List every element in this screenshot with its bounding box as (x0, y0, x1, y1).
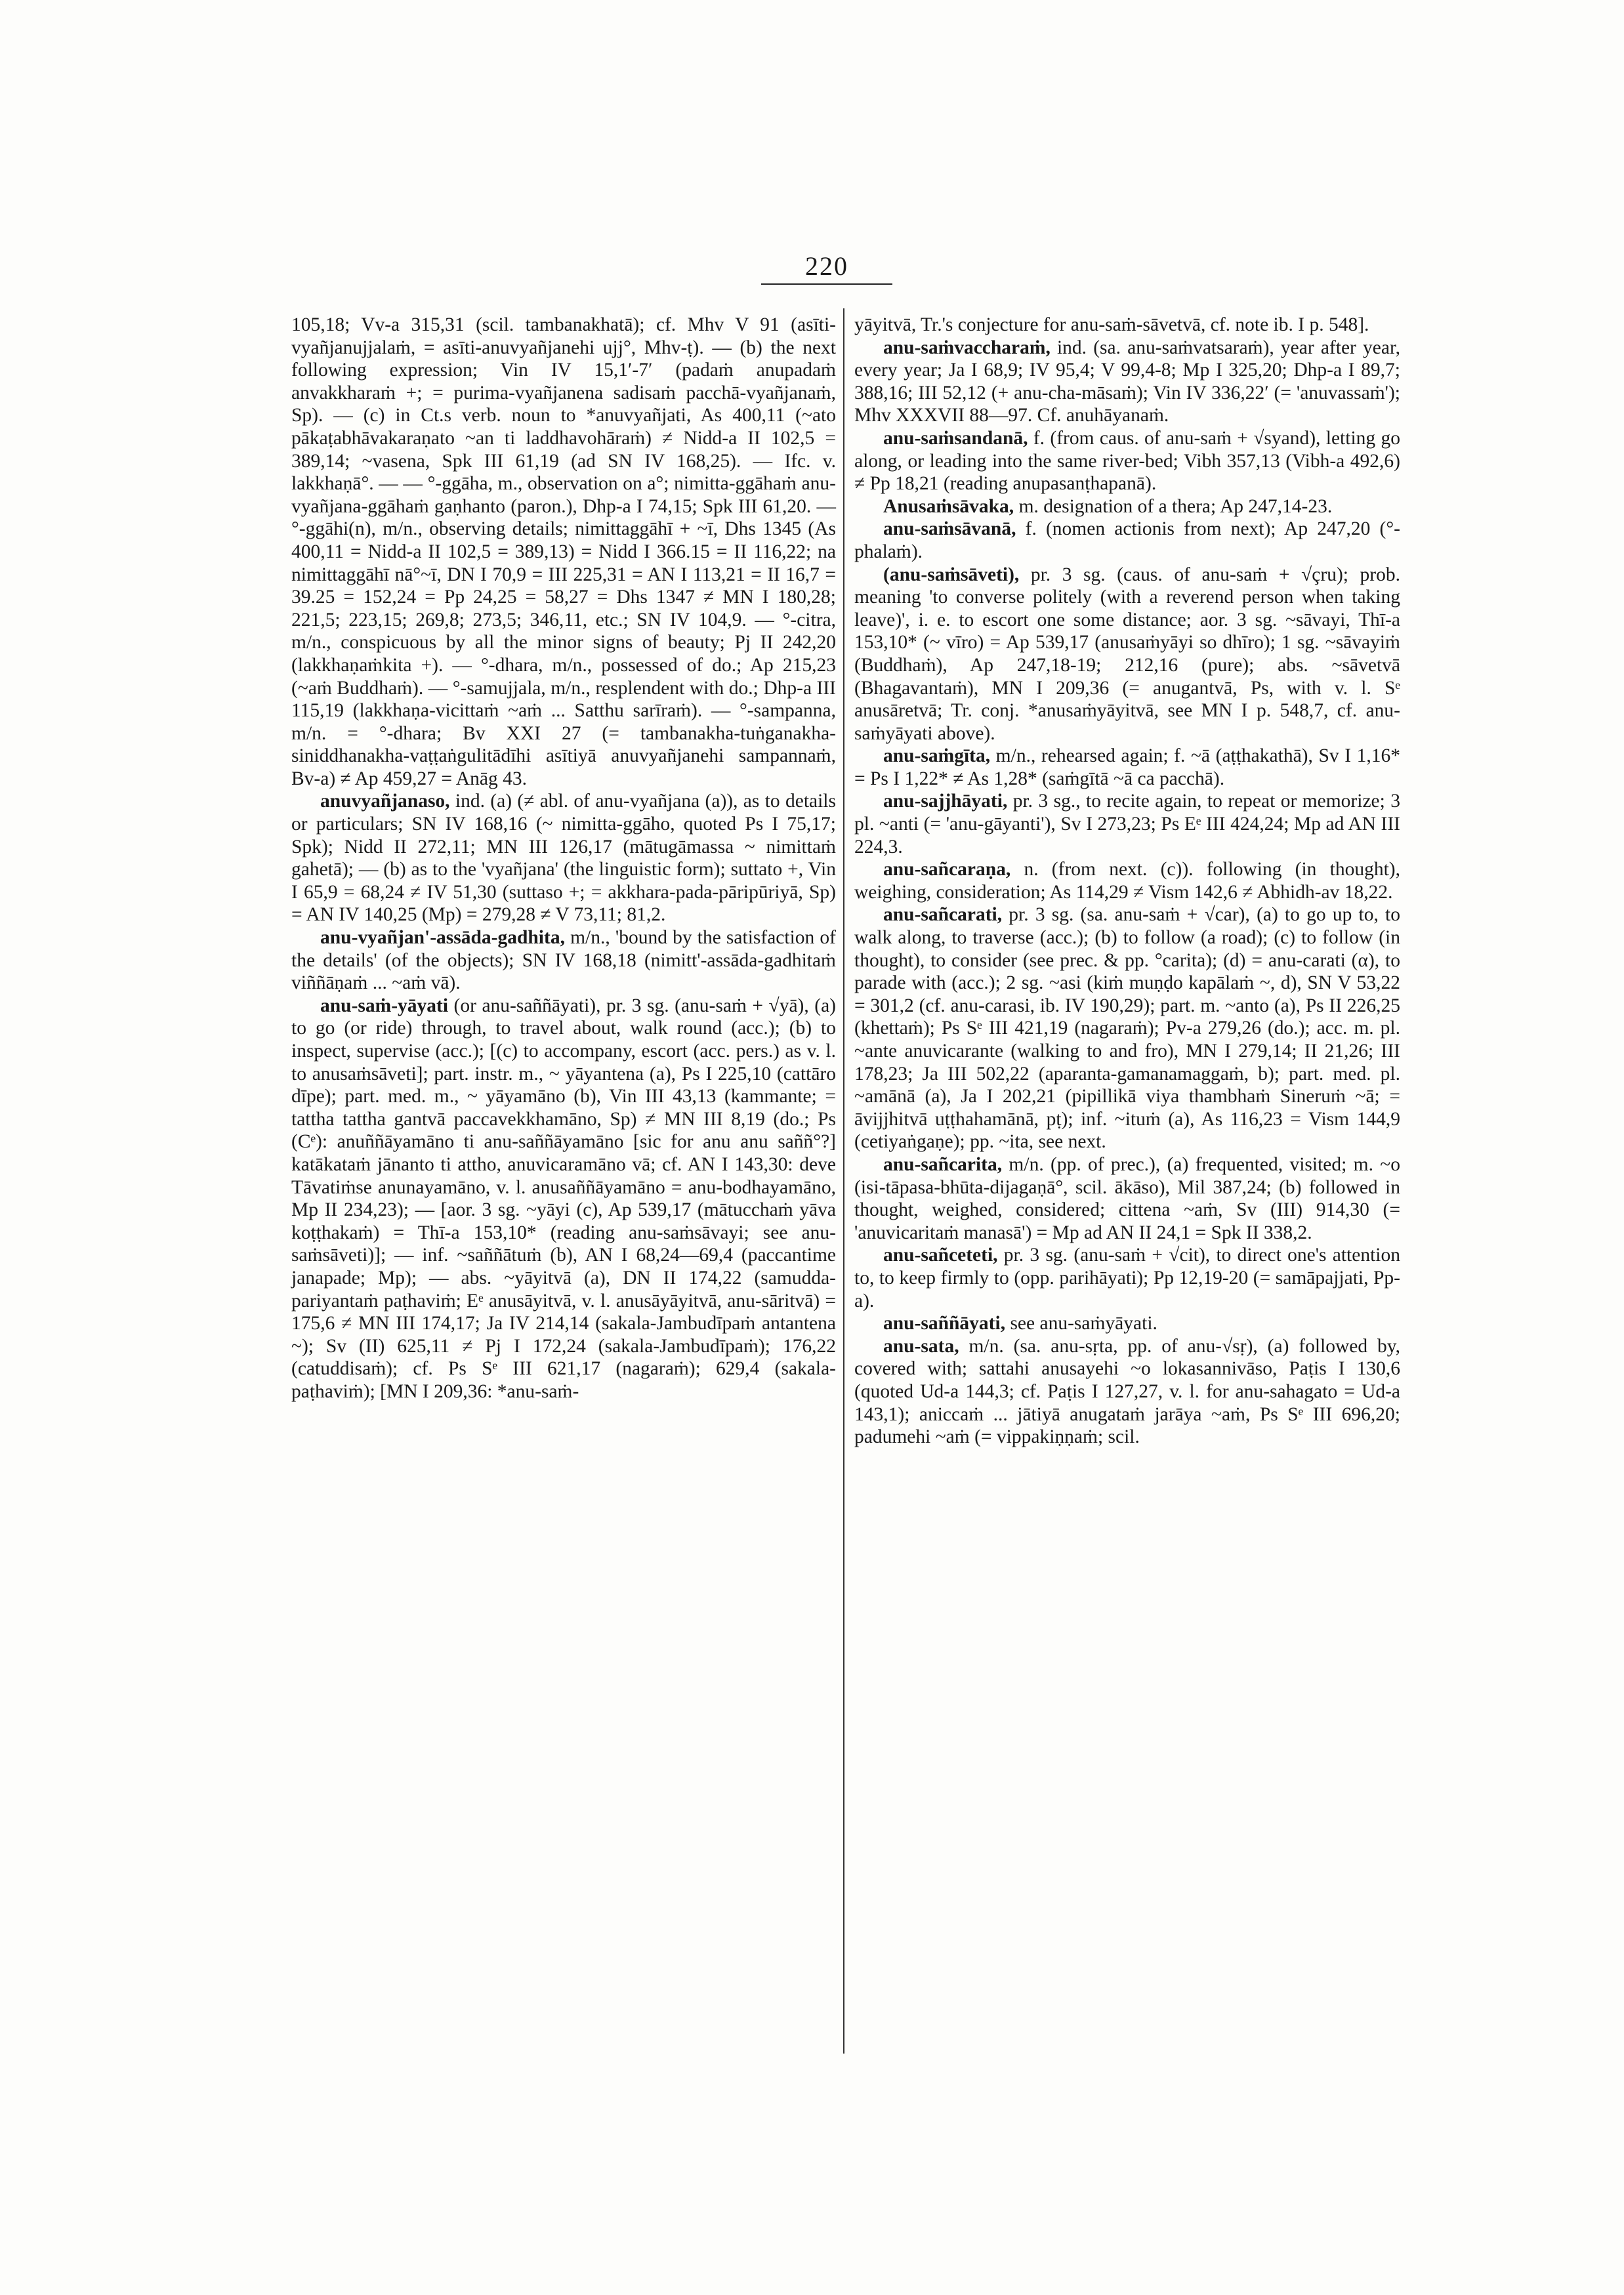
entry-body: pr. 3 sg. (sa. anu-saṁ + √car), (a) to go up to, to walk along, to traverse (acc.); (b) to follow (a road); (c) to follow (in thought), to consider (see prec. & pp. °carita); (d) = anu-carati (α), to parade with (acc.); 2 sg. ~asi (kiṁ muṇḍo kapālaṁ ~, d), SN V 53,22 = 301,2 (cf. anu-carasi, ib. IV 190,29); part. m. ~anto (a), Ps II 226,25 (khettaṁ); Ps Sᵉ III 421,19 (nagaraṁ); Pv-a 279,26 (do.); acc. m. pl. ~ante anuvicarante (walking to and fro), MN I 279,14; II 21,26; III 178,23; Ja III 502,22 (aparanta-gamanamaggaṁ, b); part. med. pl. ~amānā (a), Ja I 202,21 (pipillikā viya thambhaṁ Sineruṁ ~ā; = āvijjhitvā uṭṭhahamānā, pṭ); inf. ~ituṁ (a), As 116,23 = Vism 144,9 (cetiyaṅgaṇe); pp. ~ita, see next. (854, 904, 1400, 1153)
dictionary-entry (291, 790, 836, 926)
entry-headword: anu-sañceteti, (883, 1245, 998, 1266)
entry-body: (or anu-saññāyati), pr. 3 sg. (anu-saṁ + √yā), (a) to go (or ride) through, to travel about, walk round (acc.); (b) to inspect, supervise (acc.); [(c) to accompany, escort (acc. pers.) as v. l. to anusaṁsāveti]; part. instr. m., ~ yāyantena (a), Ps I 225,10 (cattāro dīpe); part. med. m., ~ yāyamāno (b), Vin III 43,13 (kammante; = tattha tattha gantvā paccavekkhamāno, Sp) ≠ MN III 8,19 (do.; Ps (Cᵉ): anuññāyamāno ti anu-saññāyamāno [sic for anu anu saññ°?] katākataṁ jānanto ti attho, anuvicaramāno vā; cf. AN I 143,30: deve Tāvatiṁse anunayamāno, v. l. anusaññāyamāno = anu-bodhayamāno, Mp II 234,23); — [aor. 3 sg. ~yāyi (c), Ap 539,17 (mātucchaṁ yāva koṭṭhakaṁ) = Thī-a 153,10* (reading anu-saṁsāvayi; see anu-saṁsāveti)]; — inf. ~saññātuṁ (b), AN I 68,24—69,4 (paccantime janapade; Mp); — abs. ~yāyitvā (a), DN II 174,22 (samudda-pariyantaṁ paṭhaviṁ; Eᵉ anusāyitvā, v. l. anusāyāyitvā, anu-sāritvā) = 175,6 ≠ MN III 174,17; Ja IV 214,14 (sakala-Jambudīpaṁ antantena ~); Sv (II) 625,11 ≠ Pj I 172,24 (sakala-Jambudīpaṁ); 176,22 (catuddisaṁ); cf. Ps Sᵉ III 621,17 (nagaraṁ); 629,4 (sakala-paṭhaviṁ); [MN I 209,36: *anu-saṁ- (291, 995, 836, 1402)
dictionary-entry (854, 1244, 1400, 1312)
dictionary-entry (854, 745, 1400, 790)
dictionary-entry (854, 1153, 1400, 1244)
entry-body: 105,18; Vv-a 315,31 (scil. tambanakhatā); cf. Mhv V 91 (asīti-vyañjanujjalaṁ, = asīti-anuvyañjanehi ujj°, Mhv-ṭ). — (b) the next following expression; Vin IV 15,1′-7′ (padaṁ anupadaṁ anvakkharaṁ +; = purima-vyañjanena sadisaṁ pacchā-vyañjanaṁ, Sp). — (c) in Ct.s verb. noun to *anuvyañjati, As 400,11 (~ato pākaṭabhāvakaraṇato ~an ti laddhavohāraṁ) ≠ Nidd-a II 102,5 = 389,14; ~vasena, Spk III 61,19 (ad SN IV 168,25). — Ifc. v. lakkhaṇā°. — — °-ggāha, m., observation on a°; nimitta-ggāhaṁ anu-vyañjana-ggāhaṁ gaṇhanto (paron.), Dhp-a I 74,15; Spk III 61,20. — °-ggāhi(n), m/n., observing details; nimittaggāhī + ~ī, Dhs 1345 (As 400,11 = Nidd-a II 102,5 = 389,13) = Nidd I 366.15 = II 116,22; na nimittaggāhī nā°~ī, DN I 70,9 = III 225,31 = AN I 113,21 = II 16,7 = 39.25 = 152,24 = Pp 24,25 = 58,27 = Dhs 1347 ≠ MN I 180,28; 221,5; 223,15; 269,8; 273,5; 346,11, etc.; SN IV 104,9. — °-citra, m/n., conspicuous by all the minor signs of beauty; Pj II 242,20 (lakkhaṇaṁkita +). — °-dhara, m/n., possessed of do.; Ap 215,23 (~aṁ Buddhaṁ). — °-samujjala, m/n., resplendent with do.; Dhp-a III 115,19 (lakkhaṇa-vicittaṁ ~aṁ ... Satthu sarīraṁ). — °-sampanna, m/n. = °-dhara; Bv XXI 27 (= tambanakha-tuṅganakha-siniddhanakha-vaṭṭaṅgulitādīhi asītiyā anuvyañjanehi sampannaṁ, Bv-a) ≠ Ap 459,27 = Anāg 43. (291, 314, 836, 789)
entry-headword: anu-vyañjan'-assāda-gadhita, (320, 927, 565, 949)
dictionary-entry (854, 427, 1400, 495)
entry-headword: anu-saṁsandanā, (883, 427, 1028, 449)
dictionary-entry (854, 1312, 1400, 1335)
entry-body: m. designation of a thera; Ap 247,14-23. (1014, 495, 1333, 517)
dictionary-entry (854, 564, 1400, 745)
dictionary-entry (854, 903, 1400, 1153)
entry-headword: anu-saṁgīta, (883, 745, 991, 767)
dictionary-entry (854, 790, 1400, 858)
entry-headword: anu-sajjhāyati, (883, 791, 1008, 812)
entry-body: n. (from next. (c)). following (in thought), weighing, consideration; As 114,29 ≠ Vism 142,6 ≠ Abhidh-av 18,22. (854, 859, 1400, 903)
dictionary-entry (291, 995, 836, 1403)
entry-headword: anu-sañcarita, (883, 1153, 1003, 1175)
entry-body: yāyitvā, Tr.'s conjecture for anu-saṁ-sāvetvā, cf. note ib. I p. 548]. (854, 314, 1369, 335)
entry-headword: (anu-saṁsāveti), (883, 564, 1020, 585)
dictionary-entry (854, 858, 1400, 903)
left-column (291, 314, 836, 1403)
entry-body: pr. 3 sg. (anu-saṁ + √cit), to direct one's attention to, to keep firmly to (opp. parihāyati); Pp 12,19-20 (= samāpajjati, Pp-a). (854, 1245, 1400, 1312)
entry-headword: anu-saṁsāvanā, (883, 518, 1016, 540)
page-number-rule (761, 283, 892, 285)
dictionary-entry (854, 495, 1400, 518)
entry-body: m/n. (pp. of prec.), (a) frequented, visited; m. ~o (isi-tāpasa-bhūta-dijagaṇā°, scil. ākāso), Mil 387,24; (b) followed in thought, weighed, considered; cittena ~aṁ, Sv (III) 914,30 (= 'anuvicaritaṁ manasā') = Mp ad AN II 24,1 = Spk II 338,2. (854, 1153, 1400, 1243)
entry-body: pr. 3 sg., to recite again, to repeat or memorize; 3 pl. ~anti (= 'anu-gāyanti'), Sv I 273,23; Ps Eᵉ III 424,24; Mp ad AN III 224,3. (854, 791, 1400, 858)
entry-headword: anu-sata, (883, 1335, 959, 1357)
dictionary-entry (854, 337, 1400, 427)
dictionary-entry (291, 926, 836, 995)
entry-body: ind. (a) (≠ abl. of anu-vyañjana (a)), as to details or particulars; SN IV 168,16 (~ nimitta-ggāho, quoted Ps I 75,17; Spk); Nidd II 272,11; MN III 126,17 (mātugāmassa ~ nimittaṁ gahetā); — (b) as to the 'vyañjana' (the linguistic form); suttato +, Vin I 65,9 = 68,24 ≠ IV 51,30 (suttaso +; = akkhara-pada-pāripūriyā, Sp) = AN IV 140,25 (Mp) = 279,28 ≠ V 73,11; 81,2. (291, 791, 836, 926)
page-number: 220 (805, 251, 848, 281)
entry-body: f. (nomen actionis from next); Ap 247,20 (°-phalaṁ). (854, 518, 1400, 562)
entry-headword: anu-saṁ-yāyati (320, 995, 449, 1016)
entry-body: ind. (sa. anu-saṁvatsaraṁ), year after year, every year; Ja I 68,9; IV 95,4; V 99,4-8; Mp I 325,20; Dhp-a I 89,7; 388,16; III 52,12 (+ anu-cha-māsaṁ); Vin IV 336,22′ (= 'anuvassaṁ'); Mhv XXXVII 88—97. Cf. anuhāyanaṁ. (854, 337, 1400, 426)
dictionary-entry (854, 518, 1400, 563)
dictionary-entry (854, 1335, 1400, 1449)
right-column (854, 314, 1400, 1449)
entry-continuation (854, 314, 1400, 337)
entry-headword: Anusaṁsāvaka, (883, 495, 1014, 517)
column-divider (843, 308, 844, 2054)
entry-headword: anu-saṁvaccharaṁ, (883, 337, 1051, 358)
entry-headword: anu-saññāyati, (883, 1313, 1006, 1334)
entry-body: pr. 3 sg. (caus. of anu-saṁ + √çru); prob. meaning 'to converse politely (with a reverend person when taking leave)', i. e. to escort one some distance; aor. 3 sg. ~sāvayi, Thī-a 153,10* (~ vīro) = Ap 539,17 (anusaṁyāyi so dhīro); 1 sg. ~sāvayiṁ (Buddhaṁ), Ap 247,18-19; 212,16 (pure); abs. ~sāvetvā (Bhagavantaṁ), MN I 209,36 (= anugantvā, Ps, with v. l. Sᵉ anusāretvā; Tr. conj. *anusaṁyāyitvā, see MN I p. 548,7, cf. anu-saṁyāyati above). (854, 564, 1400, 744)
entry-headword: anuvyañjanaso, (320, 791, 450, 812)
entry-body: m/n., 'bound by the satisfaction of the details' (of the objects); SN IV 168,18 (nimitt'-assāda-gadhitaṁ viññāṇaṁ ... ~aṁ vā). (291, 927, 836, 994)
entry-body: f. (from caus. of anu-saṁ + √syand), letting go along, or leading into the same river-bed; Vibh 357,13 (Vibh-a 492,6) ≠ Pp 18,21 (reading anupasanṭhapanā). (854, 427, 1400, 495)
entry-body: m/n. (sa. anu-sṛta, pp. of anu-√sṛ), (a) followed by, covered with; sattahi anusayehi ~o lokasannivāso, Paṭis I 130,6 (quoted Ud-a 144,3; cf. Paṭis I 127,27, v. l. for anu-sahagato = Ud-a 143,1); aniccaṁ ... jātiyā anugataṁ jarāya ~aṁ, Ps Sᵉ III 696,20; padumehi ~aṁ (= vippakiṇṇaṁ; scil. (854, 1335, 1400, 1448)
entry-body: see anu-saṁyāyati. (1005, 1313, 1157, 1334)
entry-body: m/n., rehearsed again; f. ~ā (aṭṭhakathā), Sv I 1,16* = Ps I 1,22* ≠ As 1,28* (saṁgītā ~ā ca pacchā). (854, 745, 1400, 789)
entry-headword: anu-sañcarati, (883, 904, 1003, 926)
entry-continuation (291, 314, 836, 790)
entry-headword: anu-sañcaraṇa, (883, 859, 1011, 880)
